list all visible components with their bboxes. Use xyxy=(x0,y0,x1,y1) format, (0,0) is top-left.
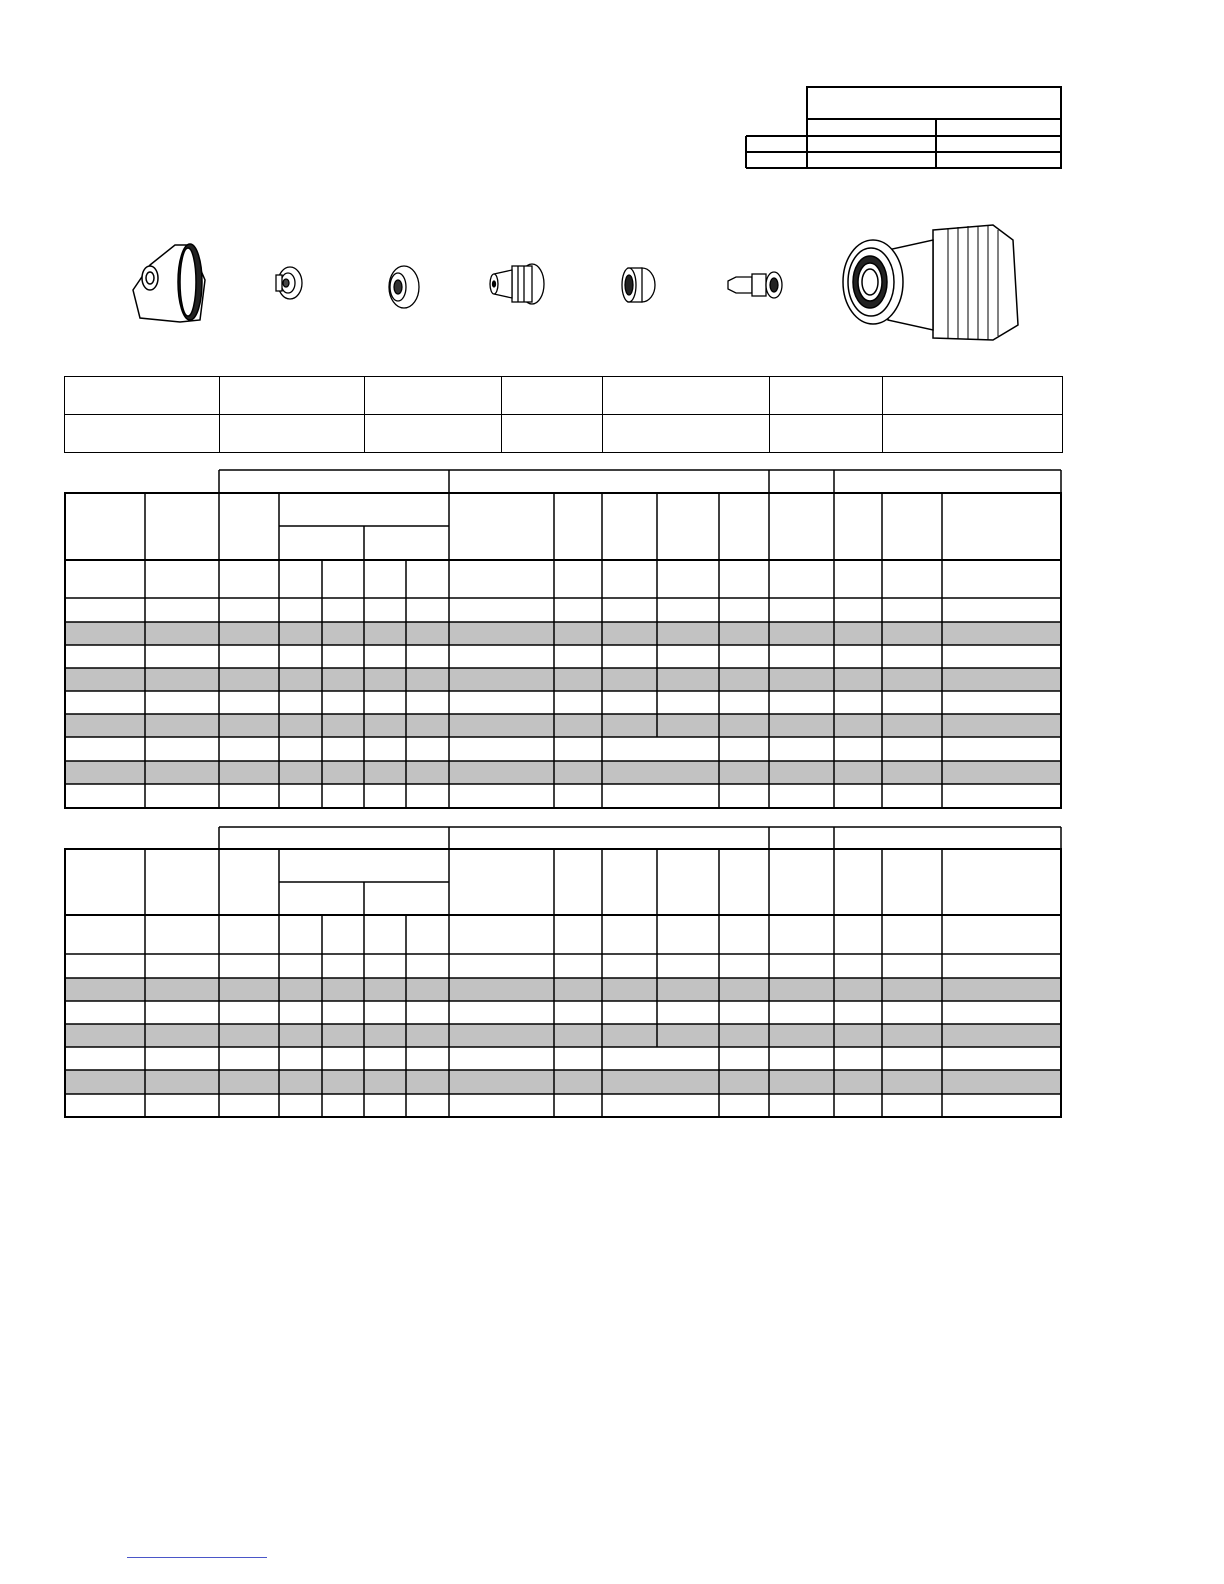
footer-link[interactable] xyxy=(127,1557,267,1558)
